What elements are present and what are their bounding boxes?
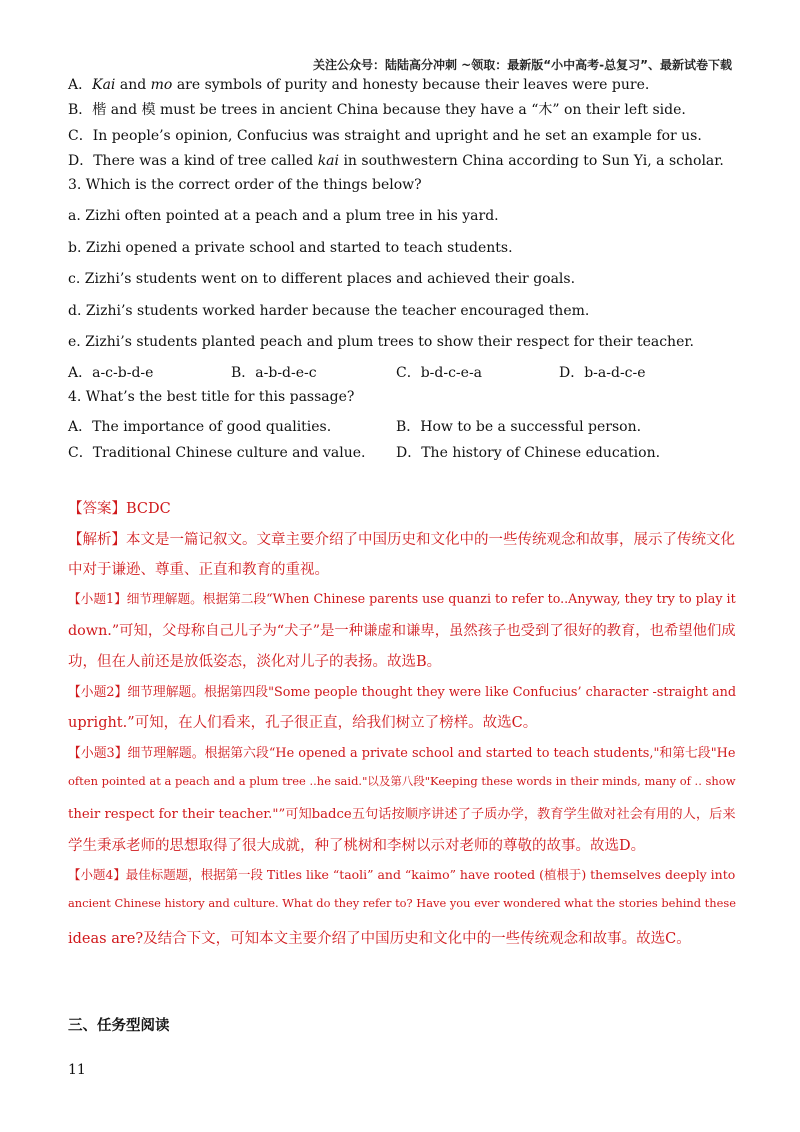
q2-option-c: C．In people’s opinion, Confucius was straight and upright and he set an example for us. bbox=[68, 128, 702, 144]
page-header: 关注公众号：陆陆高分冲刺 ~领取：最新版“小中高考-总复习”、最新试卷下载 bbox=[313, 58, 732, 72]
q2-a-prefix: A． bbox=[68, 77, 93, 93]
q2-option-d bbox=[68, 150, 724, 170]
q3-option-c[interactable]: C．b-d-c-e-a bbox=[396, 365, 483, 381]
page-number: 11 bbox=[68, 1062, 86, 1078]
analysis-line: often pointed at a peach and a plum tree ..he said."以及第八段"Keeping these words in their minds, many of .. show bbox=[68, 774, 736, 788]
q4-option-a[interactable]: A．The importance of good qualities. bbox=[68, 419, 332, 435]
analysis-line: 【小题2】细节理解题。根据第四段"Some people thought they were like Confucius’ character -straight and bbox=[68, 685, 737, 700]
answer-line: 【答案】BCDC bbox=[68, 501, 171, 517]
q3-item-d: d. Zizhi’s students worked harder because the teacher encouraged them. bbox=[68, 303, 590, 319]
q3-option-a[interactable]: A．a-c-b-d-e bbox=[68, 365, 154, 381]
q2-a-mid: and bbox=[115, 77, 151, 93]
q4-option-b[interactable]: B．How to be a successful person. bbox=[396, 419, 642, 435]
section-title: 三、任务型阅读 bbox=[68, 1018, 170, 1034]
q2-option-b: B．楷 and 模 must be trees in ancient China because they have a “木” on their left side. bbox=[68, 102, 686, 118]
q2-a-italic-kai: Kai bbox=[92, 77, 116, 93]
q2-d-prefix: D．There was a kind of tree called bbox=[68, 153, 318, 169]
q2-a-suffix: are symbols of purity and honesty because their leaves were pure. bbox=[172, 77, 650, 93]
q2-option-a bbox=[68, 74, 649, 94]
analysis-line: ideas are?及结合下文，可知本文主要介绍了中国历史和文化中的一些传统观念和故事。故选C。 bbox=[68, 931, 691, 947]
q3-option-d[interactable]: D．b-a-d-c-e bbox=[559, 365, 646, 381]
q4-option-c[interactable]: C．Traditional Chinese culture and value. bbox=[68, 445, 366, 461]
analysis-line: down.”可知，父母称自己儿子为“犬子”是一种谦虚和谦卑，虽然孩子也受到了很好的教育，也希望他们成 bbox=[68, 623, 736, 639]
q3-stem: 3. Which is the correct order of the things below? bbox=[68, 177, 422, 193]
analysis-line: 功，但在人前还是放低姿态，淡化对儿子的表扬。故选B。 bbox=[68, 654, 442, 670]
q4-stem: 4. What’s the best title for this passage? bbox=[68, 389, 355, 405]
analysis-line: upright.”可知，在人们看来，孔子很正直，给我们树立了榜样。故选C。 bbox=[68, 715, 538, 731]
q2-a-italic-mo: mo bbox=[150, 77, 173, 93]
analysis-line: 中对于谦逊、尊重、正直和教育的重视。 bbox=[68, 562, 329, 578]
analysis-line: 【小题3】细节理解题。根据第六段“He opened a private school and started to teach students,"和第七段"He bbox=[68, 746, 736, 761]
q2-d-italic-kai: kai bbox=[317, 153, 339, 169]
q3-item-c: c. Zizhi’s students went on to different places and achieved their goals. bbox=[68, 271, 576, 287]
q3-item-a: a. Zizhi often pointed at a peach and a plum tree in his yard. bbox=[68, 208, 499, 224]
analysis-line: 学生秉承老师的思想取得了很大成就，种了桃树和李树以示对老师的尊敬的故事。故选D。 bbox=[68, 838, 646, 854]
analysis-line: their respect for their teacher."”可知badce五句话按顺序讲述了子质办学，教育学生做对社会有用的人，后来 bbox=[68, 807, 736, 822]
analysis-line: ancient Chinese history and culture. What do they refer to? Have you ever wondered what the stories behind these bbox=[68, 896, 736, 910]
q3-item-b: b. Zizhi opened a private school and started to teach students. bbox=[68, 240, 513, 256]
q2-d-suffix: in southwestern China according to Sun Yi, a scholar. bbox=[339, 153, 724, 169]
q3-item-e: e. Zizhi’s students planted peach and plum trees to show their respect for their teacher. bbox=[68, 334, 694, 350]
analysis-line: 【小题4】最佳标题题，根据第一段 Titles like “taoli” and “kaimo” have rooted (植根于) themselves deeply into bbox=[68, 867, 736, 882]
q4-option-d[interactable]: D．The history of Chinese education. bbox=[396, 445, 661, 461]
analysis-line: 【小题1】细节理解题。根据第二段“When Chinese parents use quanzi to refer to..Anyway, they try to play it bbox=[68, 591, 736, 606]
analysis-line: 【解析】本文是一篇记叙文。文章主要介绍了中国历史和文化中的一些传统观念和故事，展示了传统文化 bbox=[68, 532, 735, 548]
q3-option-b[interactable]: B．a-b-d-e-c bbox=[231, 365, 317, 381]
